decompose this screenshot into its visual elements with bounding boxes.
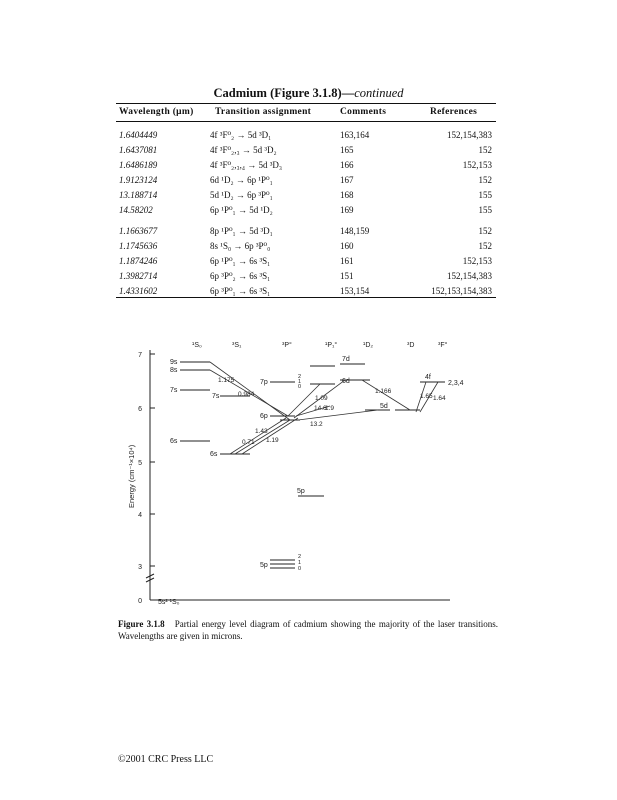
energy-level-diagram (120, 338, 500, 608)
table-row (116, 226, 496, 239)
term-label: ³F° (438, 342, 448, 349)
term-label: ³D (407, 342, 415, 349)
transition-label: 13.2 (310, 421, 323, 428)
cell-references: 152,153,154,383 (431, 286, 492, 296)
cell-wavelength: 1.6404449 (119, 130, 158, 140)
cell-wavelength: 14.58202 (119, 205, 153, 215)
term-label: ³S₁ (232, 342, 242, 349)
level-label: 5d (380, 403, 388, 410)
transition-labels (218, 377, 446, 446)
table-title-text: Cadmium (Figure 3.1.8)— (213, 86, 355, 100)
cell-wavelength: 1.4331602 (119, 286, 158, 296)
cell-comments: 165 (340, 145, 354, 155)
cell-comments: 163,164 (340, 130, 370, 140)
level-label: 6p (260, 413, 268, 420)
cell-comments: 151 (340, 271, 354, 281)
y-axis-ticks (138, 352, 155, 605)
transition-143 (235, 420, 290, 454)
transition-119 (242, 418, 298, 454)
level-label: 7s (170, 387, 178, 394)
table-row (116, 271, 496, 284)
cell-comments: 153,154 (340, 286, 370, 296)
transition-label: 1.175 (218, 377, 235, 384)
level-label: 6d (342, 378, 350, 385)
transition-label: 1.09 (315, 395, 328, 402)
j-label: 0 (298, 566, 302, 572)
transition-label: 1.65 (420, 393, 433, 400)
cell-references: 152 (478, 175, 492, 185)
cell-comments: 168 (340, 190, 354, 200)
transition-label: 0.984 (238, 391, 255, 398)
copyright-footer: ©2001 CRC Press LLC (118, 754, 214, 765)
term-label: ¹S₀ (192, 342, 202, 349)
y-tick-label: 6 (138, 406, 142, 413)
cell-transition: 8s ¹S₀ → 6p ³P⁰₀ (210, 241, 271, 251)
term-label: ¹D₂ (363, 342, 374, 349)
cell-wavelength: 1.3982714 (119, 271, 158, 281)
y-tick-label: 0 (138, 598, 142, 605)
transition-071 (230, 418, 286, 454)
j-label: 0 (298, 384, 302, 390)
cell-wavelength: 1.6486189 (119, 160, 158, 170)
cell-references: 152,154,383 (447, 130, 492, 140)
cell-transition: 5d ¹D₂ → 6p ³P⁰₁ (210, 190, 273, 200)
cell-transition: 6p ¹P⁰₁ → 6s ³S₁ (210, 256, 271, 266)
level-label: 2,3,4 (448, 380, 464, 387)
j-label: 1 (298, 560, 302, 566)
cell-transition: 6p ³P⁰₁ → 6s ³S₁ (210, 286, 271, 296)
j-label: 2 (298, 554, 302, 560)
table-row (116, 130, 496, 143)
cell-references: 152,154,383 (447, 271, 492, 281)
level-label: 9s (170, 359, 178, 366)
cell-transition: 6p ³P⁰₂ → 6s ³S₁ (210, 271, 271, 281)
cell-transition: 4f ³F⁰₂ → 5d ³D₁ (210, 130, 272, 140)
table-row (116, 145, 496, 158)
header-wavelength: Wavelength (μm) (119, 107, 194, 117)
cell-references: 152,153 (462, 256, 492, 266)
cell-references: 152,153 (462, 160, 492, 170)
cell-comments: 169 (340, 205, 354, 215)
cell-comments: 160 (340, 241, 354, 251)
cell-comments: 148,159 (340, 226, 370, 236)
cell-transition: 8p ¹P⁰₁ → 5d ³D₁ (210, 226, 273, 236)
y-tick-label: 7 (138, 352, 142, 359)
level-label: 6s (170, 438, 178, 445)
level-label: 7p (260, 379, 268, 386)
cell-references: 155 (478, 205, 492, 215)
cell-wavelength: 1.6437081 (119, 145, 158, 155)
transition-label: 1.166 (375, 388, 392, 395)
cell-references: 155 (478, 190, 492, 200)
caption-label: Figure 3.1.8 (118, 619, 165, 629)
figure-caption (118, 618, 498, 642)
table-row (116, 241, 496, 254)
table-bottom-rule (116, 297, 496, 298)
table-title (0, 86, 617, 101)
transition-label: 14.6 (314, 405, 327, 412)
cell-comments: 166 (340, 160, 354, 170)
table-title-suffix: continued (354, 86, 404, 100)
cell-wavelength: 1.1663677 (119, 226, 158, 236)
level-label: 7d (342, 356, 350, 363)
level-label: 4f (425, 374, 431, 381)
term-label: ¹P₁° (325, 342, 338, 349)
cell-references: 152 (478, 226, 492, 236)
y-tick-label: 5 (138, 460, 142, 467)
level-label: 5p (260, 562, 268, 569)
table-row (116, 256, 496, 269)
level-label: 8s (170, 367, 178, 374)
level-label: 7s (212, 393, 220, 400)
j-label: 1 (298, 379, 302, 385)
y-tick-label: 4 (138, 512, 142, 519)
term-label: ³P° (282, 342, 292, 349)
table-row (116, 205, 496, 218)
transition-label: 1.9 (325, 405, 335, 412)
level-label: 6s (210, 451, 218, 458)
level-labels (170, 356, 464, 569)
cell-transition: 4f ³F⁰₂,₃ → 5d ³D₂ (210, 145, 277, 155)
table-row (116, 160, 496, 173)
transition-label: 1.64 (433, 395, 446, 402)
j-label: 2 (298, 374, 302, 380)
cell-transition: 4f ³F⁰₂,₃,₄ → 5d ³D₃ (210, 160, 283, 170)
transition-label: 1.19 (266, 437, 279, 444)
term-labels (192, 341, 448, 349)
transition-label: 0.71 (242, 439, 255, 446)
transition-label: 1.43 (255, 428, 268, 435)
header-references: References (430, 107, 478, 117)
cell-wavelength: 1.1745636 (119, 241, 158, 251)
energy-levels (180, 362, 445, 568)
table-row (116, 175, 496, 188)
cell-transition: 6p ¹P⁰₁ → 5d ¹D₂ (210, 205, 273, 215)
cell-references: 152 (478, 241, 492, 251)
table-top-rule (116, 103, 496, 104)
header-transition: Transition assignment (215, 107, 312, 117)
ground-state-label: 5s² ¹S₀ (158, 599, 180, 606)
y-axis-label: Energy (cm⁻¹×10⁴) (127, 444, 136, 508)
cell-wavelength: 13.188714 (119, 190, 158, 200)
cell-wavelength: 1.1874246 (119, 256, 158, 266)
cell-references: 152 (478, 145, 492, 155)
level-label: 5p (297, 488, 305, 495)
table-row (116, 190, 496, 203)
caption-text: Partial energy level diagram of cadmium showing the majority of the laser transitions. Wavelengths are given in microns. (118, 619, 498, 641)
header-comments: Comments (340, 107, 387, 117)
table-header-rule (116, 121, 496, 122)
cell-comments: 161 (340, 256, 354, 266)
cell-transition: 6d ¹D₂ → 6p ¹P⁰₁ (210, 175, 273, 185)
y-tick-label: 3 (138, 564, 142, 571)
cell-wavelength: 1.9123124 (119, 175, 158, 185)
cell-comments: 167 (340, 175, 354, 185)
